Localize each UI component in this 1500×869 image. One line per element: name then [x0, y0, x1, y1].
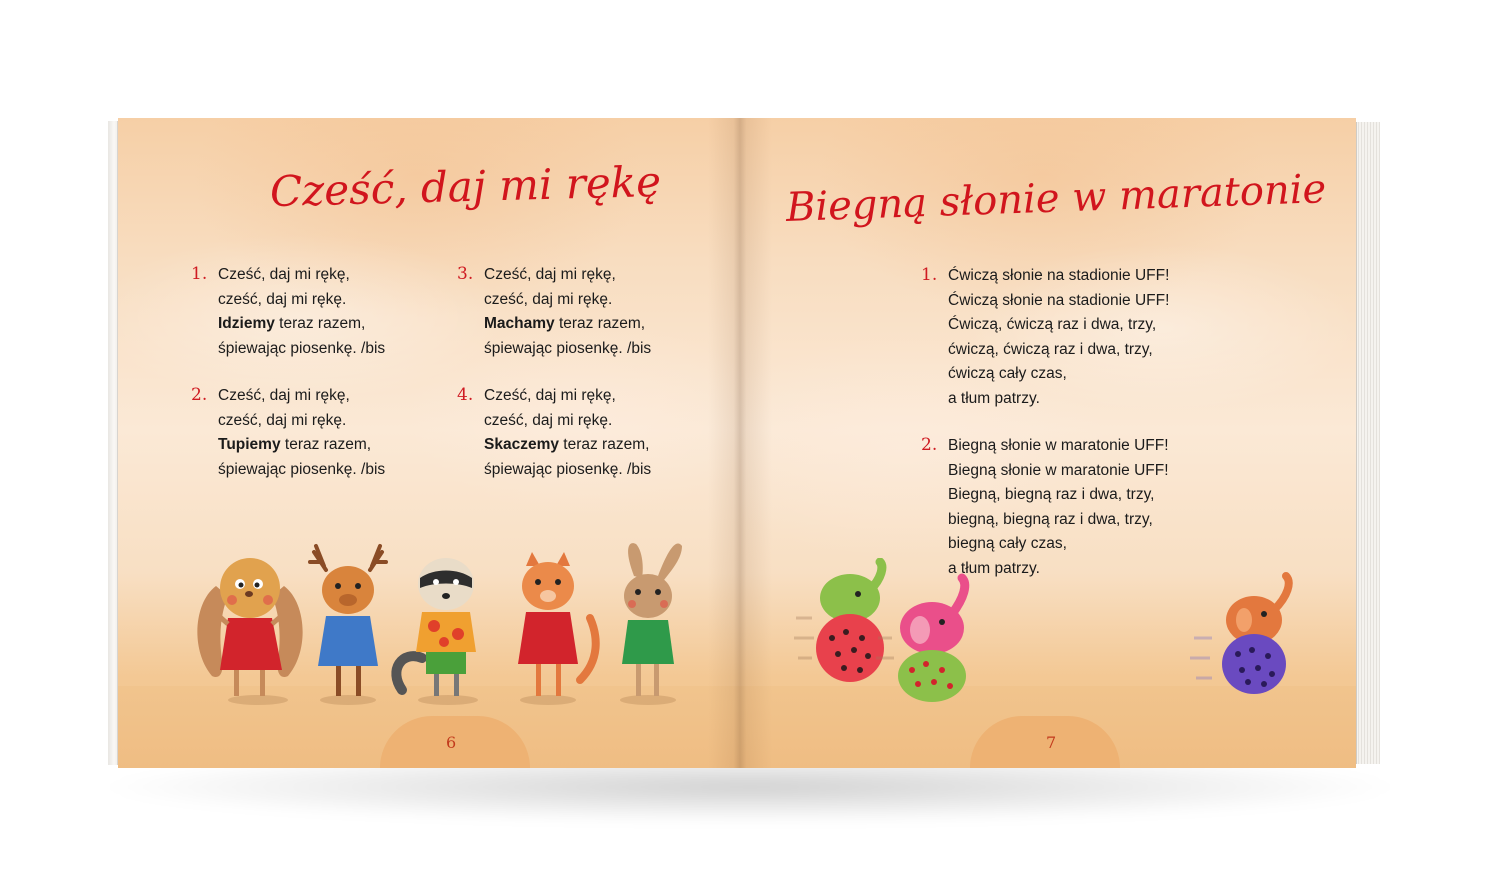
verse-line: Cześć, daj mi rękę,: [218, 387, 350, 404]
verse-2: [191, 384, 386, 482]
verse-line: a tłum patrzy.: [948, 559, 1040, 577]
action-word: Machamy: [484, 315, 555, 332]
open-book: [108, 118, 1380, 768]
verse-line: Ćwiczą, ćwiczą raz i dwa, trzy,: [948, 316, 1157, 333]
verse-number: 1.: [191, 264, 208, 284]
verse-line: ćwiczą cały czas,: [948, 365, 1067, 382]
verse-line: Machamy teraz razem,: [484, 315, 646, 332]
verse-line: Biegną, biegną raz i dwa, trzy,: [948, 486, 1155, 503]
verse-line: Ćwiczą słonie na stadionie UFF!: [948, 291, 1170, 309]
elephant-character: [1190, 576, 1289, 694]
verse-3: [457, 263, 652, 361]
verse-line: Cześć, daj mi rękę,: [218, 266, 350, 283]
verse-line: Cześć, daj mi rękę,: [484, 266, 616, 283]
verse-1: [191, 263, 386, 361]
verse-line: cześć, daj mi rękę.: [484, 290, 613, 308]
elephant-character: [794, 562, 884, 682]
left-page: [118, 118, 742, 768]
running-elephants-illustration: [792, 558, 1332, 718]
verse-line: cześć, daj mi rękę.: [484, 411, 613, 429]
verse-line: Biegną słonie w maratonie UFF!: [948, 437, 1169, 454]
action-word: Idziemy: [218, 315, 275, 332]
animal-characters-illustration: [188, 540, 708, 710]
left-page-title: Cześć, daj mi rękę: [269, 156, 662, 217]
book-edge-right: [1356, 122, 1380, 764]
page-number: 6: [446, 733, 457, 752]
bunny-character: [197, 558, 302, 705]
verse-number: 4.: [457, 385, 474, 405]
verse-line: a tłum patrzy.: [948, 389, 1040, 407]
moose-character: [310, 546, 386, 705]
action-word: Skaczemy: [484, 436, 559, 453]
verse-1: [921, 264, 1170, 411]
verse-line: Tupiemy teraz razem,: [218, 436, 372, 453]
elephant-character: [876, 578, 966, 702]
verse-number: 1.: [921, 265, 938, 285]
verse-line: Ćwiczą słonie na stadionie UFF!: [948, 267, 1170, 284]
action-word: Tupiemy: [218, 436, 281, 453]
right-page: [742, 118, 1356, 768]
verse-line: cześć, daj mi rękę.: [218, 411, 347, 429]
verse-line: śpiewając piosenkę. /bis: [484, 460, 652, 478]
verse-4: [457, 384, 652, 482]
verse-number: 2.: [191, 385, 208, 405]
verse-line: śpiewając piosenkę. /bis: [218, 339, 386, 357]
verse-number: 3.: [457, 264, 474, 284]
verse-line: Cześć, daj mi rękę,: [484, 387, 616, 404]
verse-line: biegną cały czas,: [948, 535, 1067, 552]
verse-line: ćwiczą, ćwiczą raz i dwa, trzy,: [948, 340, 1153, 358]
verse-line: cześć, daj mi rękę.: [218, 290, 347, 308]
verse-line: Biegną słonie w maratonie UFF!: [948, 461, 1169, 479]
verse-number: 2.: [921, 435, 938, 455]
verse-line: Skaczemy teraz razem,: [484, 436, 650, 453]
verse-line: Idziemy teraz razem,: [218, 315, 366, 332]
raccoon-character: [396, 558, 478, 705]
bunny-character: [620, 543, 682, 705]
verse-line: śpiewając piosenkę. /bis: [218, 460, 386, 478]
book-edge-left: [108, 121, 118, 765]
verse-line: śpiewając piosenkę. /bis: [484, 339, 652, 357]
verse-line: biegną, biegną raz i dwa, trzy,: [948, 510, 1153, 528]
right-page-title: Biegną słonie w maratonie: [785, 166, 1327, 231]
cat-character: [518, 552, 596, 705]
page-number: 7: [1046, 733, 1057, 752]
